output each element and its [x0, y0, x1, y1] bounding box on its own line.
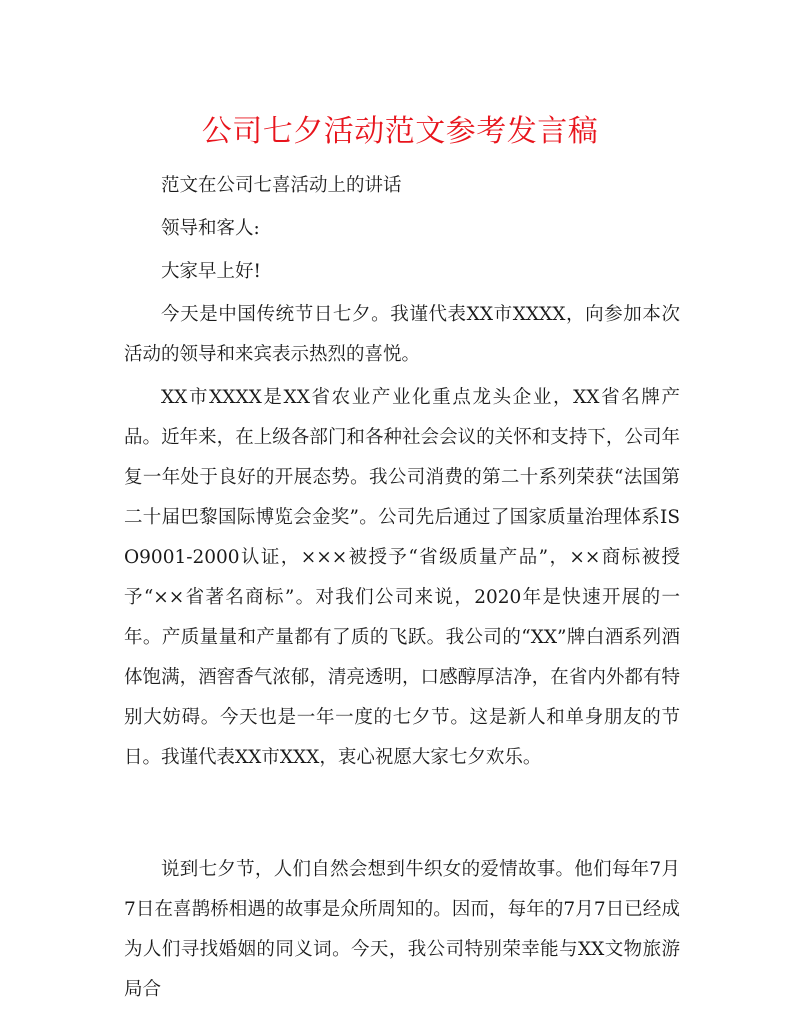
document-title: 公司七夕活动范文参考发言稿 [201, 114, 599, 149]
paragraph-greeting: 大家早上好! [161, 261, 261, 282]
paragraph-company-intro: XX市XXXX是XX省农业产业化重点龙头企业，XX省名牌产品。近年来，在上级各部门和各种社会会议的关怀和支持下，公司年复一年处于良好的开展态势。我公司消费的第二十系列荣获“法国第二十届巴黎国际博览会金奖”。公司先后通过了国家质量治理体系ISO9001-2000认证，×××被授予“省级质量产品”，××商标被授予“××省著名商标”。对我们公司来说，2020年是快速开展的一年。产质量量和产量都有了质的飞跃。我公司的“XX”牌白酒系列酒体饱满，酒窖香气浓郁，清亮透明，口感醇厚洁净，在省内外都有特别大妨碍。今天也是一年一度的七夕节。这是新人和单身朋友的节日。我谨代表XX市XXX，衷心祝愿大家七夕欢乐。 [124, 387, 680, 768]
paragraph-speech-heading: 范文在公司七喜活动上的讲话 [161, 175, 402, 196]
paragraph-spacer [124, 778, 680, 850]
paragraph-salutation: 领导和客人: [161, 218, 260, 239]
paragraph-welcome: 今天是中国传统节日七夕。我谨代表XX市XXXX，向参加本次活动的领导和来宾表示热烈的喜悦。 [124, 304, 680, 365]
paragraph-qixi-story: 说到七夕节，人们自然会想到牛织女的爱情故事。他们每年7月7日在喜鹊桥相遇的故事是众所周知的。因而，每年的7月7日已经成为人们寻找婚姻的同义词。今天，我公司特别荣幸能与XX文物旅游局合 [124, 859, 680, 1000]
document-body [124, 166, 680, 1010]
